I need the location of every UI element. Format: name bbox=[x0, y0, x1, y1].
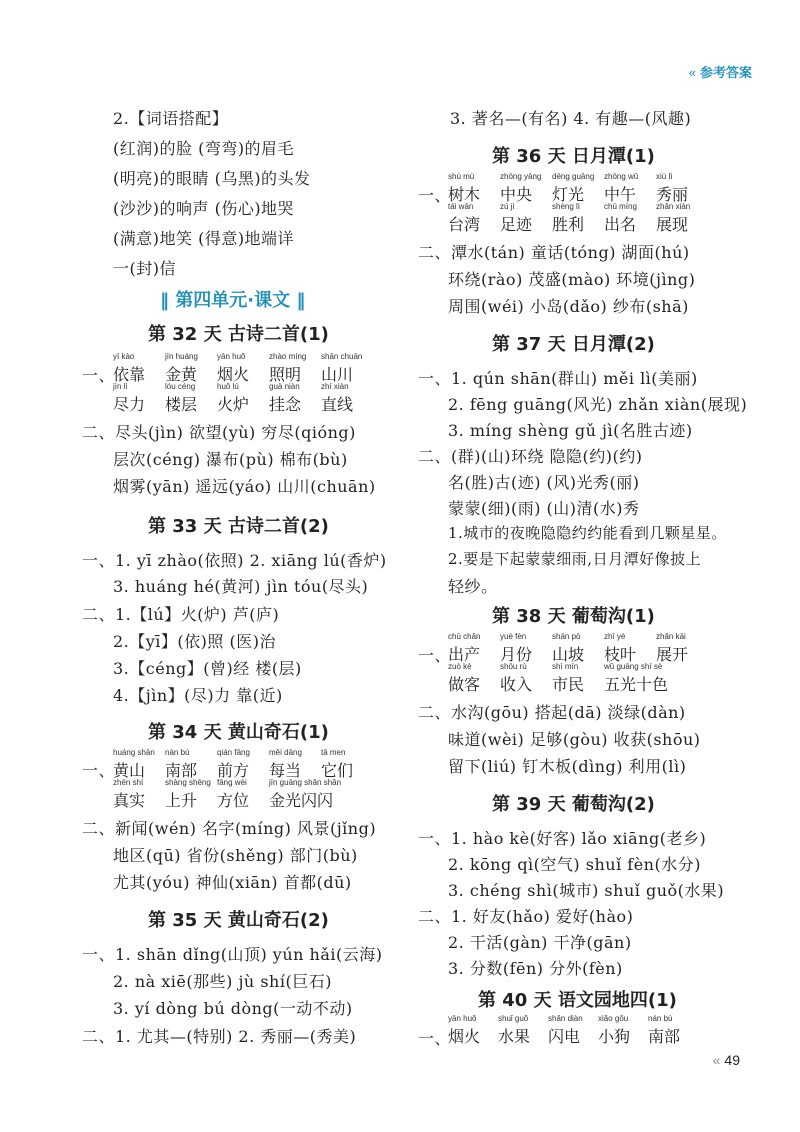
hanzi-word: 南部 bbox=[648, 1027, 681, 1046]
answer-line: 3. huáng hé(黄河) jìn tóu(尽头) bbox=[113, 577, 369, 596]
answer-line: 一、1. yī zhào(依照) 2. xiāng lú(香炉) bbox=[82, 551, 387, 570]
answer-line: 4.【jìn】(尽)力 靠(近) bbox=[113, 686, 283, 705]
answer-line: 2.要是下起蒙蒙细雨,日月潭好像披上 bbox=[448, 550, 702, 568]
answer-line: 2. 干活(gàn) 干净(gān) bbox=[448, 933, 632, 952]
pinyin-label: lóu céng bbox=[165, 382, 196, 391]
pinyin-label: zhōng yāng bbox=[500, 172, 542, 181]
hanzi-word: 出产 bbox=[448, 645, 481, 664]
answer-line: 二、1. 好友(hǎo) 爱好(hào) bbox=[418, 907, 634, 926]
answer-line: 3.【céng】(曾)经 楼(层) bbox=[113, 659, 302, 678]
hanzi-word: 小狗 bbox=[598, 1027, 631, 1046]
hanzi-word: 火炉 bbox=[217, 395, 250, 414]
day-37-title: 第 37 天 日月潭(2) bbox=[492, 334, 655, 355]
hanzi-word: 前方 bbox=[217, 761, 250, 780]
answer-line: 一、1. hào kè(好客) lǎo xiāng(老乡) bbox=[418, 829, 707, 848]
hanzi-word: 树木 bbox=[448, 185, 481, 204]
word-match-heading: 2.【词语搭配】 bbox=[113, 109, 229, 128]
pinyin-label: yān huǒ bbox=[448, 1014, 477, 1023]
answer-line: 一、1. qún shān(群山) měi lì(美丽) bbox=[418, 369, 698, 388]
answer-line: 3. 著名—(有名) 4. 有趣—(风趣) bbox=[450, 109, 692, 128]
hanzi-word: 枝叶 bbox=[604, 645, 637, 664]
pinyin-label: tái wān bbox=[448, 202, 474, 211]
day-39-title: 第 39 天 葡萄沟(2) bbox=[492, 794, 655, 815]
answer-line: (沙沙)的响声 (伤心)地哭 bbox=[113, 199, 295, 218]
answer-line: 2. nà xiē(那些) jù shí(巨石) bbox=[113, 972, 332, 991]
hanzi-word: 收入 bbox=[500, 675, 533, 694]
hanzi-word: 出名 bbox=[604, 215, 637, 234]
answer-line: 留下(liú) 钉木板(dìng) 利用(lì) bbox=[448, 757, 687, 776]
pinyin-label: zú jì bbox=[500, 202, 515, 211]
answer-line: 周围(wéi) 小岛(dǎo) 纱布(shā) bbox=[448, 297, 689, 316]
pinyin-label: shuǐ guǒ bbox=[498, 1014, 529, 1023]
answer-line: 层次(céng) 瀑布(pù) 棉布(bù) bbox=[113, 450, 348, 469]
section-label: 一、 bbox=[82, 761, 116, 780]
answer-line: 蒙蒙(细)(雨) (山)清(水)秀 bbox=[448, 499, 640, 518]
hanzi-word: 它们 bbox=[321, 761, 354, 780]
answer-line: 1.城市的夜晚隐隐约约能看到几颗星星。 bbox=[448, 524, 727, 542]
hanzi-word: 烟火 bbox=[217, 365, 250, 384]
answer-line: 环绕(rào) 茂盛(mào) 环境(jìng) bbox=[448, 270, 696, 289]
answer-line: 地区(qū) 省份(shěng) 部门(bù) bbox=[113, 846, 358, 865]
hanzi-word: 真实 bbox=[113, 791, 146, 810]
hanzi-word: 尽力 bbox=[113, 395, 146, 414]
answer-line: 一(封)信 bbox=[113, 259, 176, 278]
pinyin-label: shàng shēng bbox=[165, 778, 211, 787]
pinyin-label: shèng lì bbox=[552, 202, 581, 211]
unit-heading: ‖ 第四单元·课文 ‖ bbox=[160, 290, 306, 311]
pinyin-label: chū chǎn bbox=[448, 632, 481, 641]
page-header bbox=[689, 62, 752, 81]
pinyin-label: xiù lì bbox=[656, 172, 673, 181]
section-label: 一、 bbox=[82, 366, 116, 385]
hanzi-word: 做客 bbox=[448, 675, 481, 694]
pinyin-label: guà niàn bbox=[269, 382, 300, 391]
hanzi-word: 月份 bbox=[500, 645, 533, 664]
pinyin-label: huáng shān bbox=[113, 748, 155, 757]
answer-line: (满意)地笑 (得意)地端详 bbox=[113, 229, 295, 248]
pinyin-label: nán bù bbox=[648, 1014, 673, 1023]
hanzi-word: 中午 bbox=[604, 185, 637, 204]
hanzi-word: 烟火 bbox=[448, 1027, 481, 1046]
day-38-title: 第 38 天 葡萄沟(1) bbox=[492, 606, 655, 627]
answer-line: 二、1. 尤其—(特别) 2. 秀丽—(秀美) bbox=[82, 1027, 357, 1046]
pinyin-label: shōu rù bbox=[500, 662, 527, 671]
hanzi-word: 直线 bbox=[321, 395, 354, 414]
pinyin-label: měi dāng bbox=[269, 748, 302, 757]
hanzi-word: 展现 bbox=[656, 215, 689, 234]
hanzi-word: 五光十色 bbox=[604, 675, 669, 694]
hanzi-word: 灯光 bbox=[552, 185, 585, 204]
pinyin-label: tā men bbox=[321, 748, 346, 757]
answer-line: 二、尽头(jìn) 欲望(yù) 穷尽(qióng) bbox=[82, 423, 356, 442]
hanzi-word: 金黄 bbox=[165, 365, 198, 384]
day-40-title: 第 40 天 语文园地四(1) bbox=[478, 990, 677, 1011]
hanzi-word: 方位 bbox=[217, 791, 250, 810]
hanzi-word: 市民 bbox=[552, 675, 585, 694]
hanzi-word: 闪电 bbox=[548, 1027, 581, 1046]
pinyin-label: jīn guāng shǎn shǎn bbox=[269, 778, 342, 787]
answer-line: 2.【yī】(依)照 (医)治 bbox=[113, 632, 276, 651]
pinyin-label: zuò kè bbox=[448, 662, 472, 671]
day-36-title: 第 36 天 日月潭(1) bbox=[492, 146, 655, 167]
pinyin-label: huǒ lú bbox=[217, 382, 239, 391]
pinyin-label: zhēn shí bbox=[113, 778, 144, 787]
answer-line: (红润)的脸 (弯弯)的眉毛 bbox=[113, 139, 295, 158]
day-33-title: 第 33 天 古诗二首(2) bbox=[148, 516, 329, 537]
pinyin-label: jìn lì bbox=[113, 382, 128, 391]
hanzi-word: 每当 bbox=[269, 761, 302, 780]
answer-line: 3. chéng shì(城市) shuǐ guǒ(水果) bbox=[448, 881, 725, 900]
section-label: 一、 bbox=[418, 1029, 452, 1048]
answer-line: 2. fēng guāng(风光) zhǎn xiàn(展现) bbox=[448, 395, 748, 414]
pinyin-label: dēng guāng bbox=[552, 172, 595, 181]
answer-line: (明亮)的眼睛 (乌黑)的头发 bbox=[113, 169, 311, 188]
answer-line: 一、1. shān dǐng(山顶) yún hǎi(云海) bbox=[82, 945, 383, 964]
pinyin-label: yān huǒ bbox=[217, 352, 246, 361]
hanzi-word: 山坡 bbox=[552, 645, 585, 664]
pinyin-label: yuè fèn bbox=[500, 632, 527, 641]
answer-line: 3. míng shèng gǔ jì(名胜古迹) bbox=[448, 421, 693, 440]
answer-line: 3. yí dòng bú dòng(一动不动) bbox=[113, 999, 353, 1018]
hanzi-word: 挂念 bbox=[269, 395, 302, 414]
answer-line: 二、新闻(wén) 名字(míng) 风景(jǐng) bbox=[82, 819, 377, 838]
hanzi-word: 台湾 bbox=[448, 215, 481, 234]
hanzi-word: 展开 bbox=[656, 645, 689, 664]
pinyin-label: shān pō bbox=[552, 632, 581, 641]
pinyin-label: yī kào bbox=[113, 352, 135, 361]
pinyin-label: zhǎn kāi bbox=[656, 632, 686, 641]
answer-line: 轻纱。 bbox=[448, 577, 498, 596]
day-32-title: 第 32 天 古诗二首(1) bbox=[148, 324, 329, 345]
hanzi-word: 足迹 bbox=[500, 215, 533, 234]
pinyin-label: zhōng wǔ bbox=[604, 172, 639, 181]
hanzi-word: 黄山 bbox=[113, 761, 146, 780]
hanzi-word: 楼层 bbox=[165, 395, 198, 414]
pinyin-label: jīn huáng bbox=[165, 352, 198, 361]
double-chevron-icon: « bbox=[712, 1052, 721, 1068]
hanzi-word: 胜利 bbox=[552, 215, 585, 234]
answer-line: 二、(群)(山)环绕 隐隐(约)(约) bbox=[418, 447, 643, 466]
section-label: 一、 bbox=[418, 186, 452, 205]
pinyin-label: nán bù bbox=[165, 748, 190, 757]
answer-line: 二、1.【lú】火(炉) 芦(庐) bbox=[82, 605, 280, 624]
answer-line: 二、水沟(gōu) 搭起(dā) 淡绿(dàn) bbox=[418, 703, 686, 722]
pinyin-label: zhī yè bbox=[604, 632, 626, 641]
pinyin-label: zhí xiàn bbox=[321, 382, 349, 391]
hanzi-word: 南部 bbox=[165, 761, 198, 780]
hanzi-word: 秀丽 bbox=[656, 185, 689, 204]
answer-line: 烟雾(yān) 遥远(yáo) 山川(chuān) bbox=[113, 477, 376, 496]
day-34-title: 第 34 天 黄山奇石(1) bbox=[148, 722, 329, 743]
hanzi-word: 金光闪闪 bbox=[269, 791, 334, 810]
hanzi-word: 中央 bbox=[500, 185, 533, 204]
pinyin-label: shān chuān bbox=[321, 352, 363, 361]
day-35-title: 第 35 天 黄山奇石(2) bbox=[148, 910, 329, 931]
double-chevron-icon: « bbox=[688, 65, 696, 80]
page-number: « 49 bbox=[712, 1052, 740, 1068]
answer-line: 2. kōng qì(空气) shuǐ fèn(水分) bbox=[448, 855, 701, 874]
pinyin-label: shì mín bbox=[552, 662, 579, 671]
pinyin-label: fāng wèi bbox=[217, 778, 247, 787]
hanzi-word: 水果 bbox=[498, 1027, 531, 1046]
pinyin-label: wǔ guāng shí sè bbox=[604, 662, 663, 671]
pinyin-label: qián fāng bbox=[217, 748, 250, 757]
pinyin-label: shǎn diàn bbox=[548, 1014, 583, 1023]
answer-line: 尤其(yóu) 神仙(xiān) 首都(dū) bbox=[113, 873, 352, 892]
header-title: 参考答案 bbox=[699, 65, 752, 80]
answer-line: 名(胜)古(迹) (风)光秀(丽) bbox=[448, 473, 640, 492]
section-label: 一、 bbox=[418, 646, 452, 665]
hanzi-word: 山川 bbox=[321, 365, 354, 384]
hanzi-word: 上升 bbox=[165, 791, 198, 810]
pinyin-label: shù mù bbox=[448, 172, 475, 181]
answer-line: 味道(wèi) 足够(gòu) 收获(shōu) bbox=[448, 730, 701, 749]
pinyin-label: zhǎn xiàn bbox=[656, 202, 691, 211]
pinyin-label: xiǎo gǒu bbox=[598, 1014, 629, 1023]
answer-line: 3. 分数(fēn) 分外(fèn) bbox=[448, 959, 623, 978]
answer-line: 二、潭水(tán) 童话(tóng) 湖面(hú) bbox=[418, 243, 690, 262]
pinyin-label: chū míng bbox=[604, 202, 637, 211]
pinyin-label: zhào míng bbox=[269, 352, 307, 361]
hanzi-word: 照明 bbox=[269, 365, 302, 384]
hanzi-word: 依靠 bbox=[113, 365, 146, 384]
